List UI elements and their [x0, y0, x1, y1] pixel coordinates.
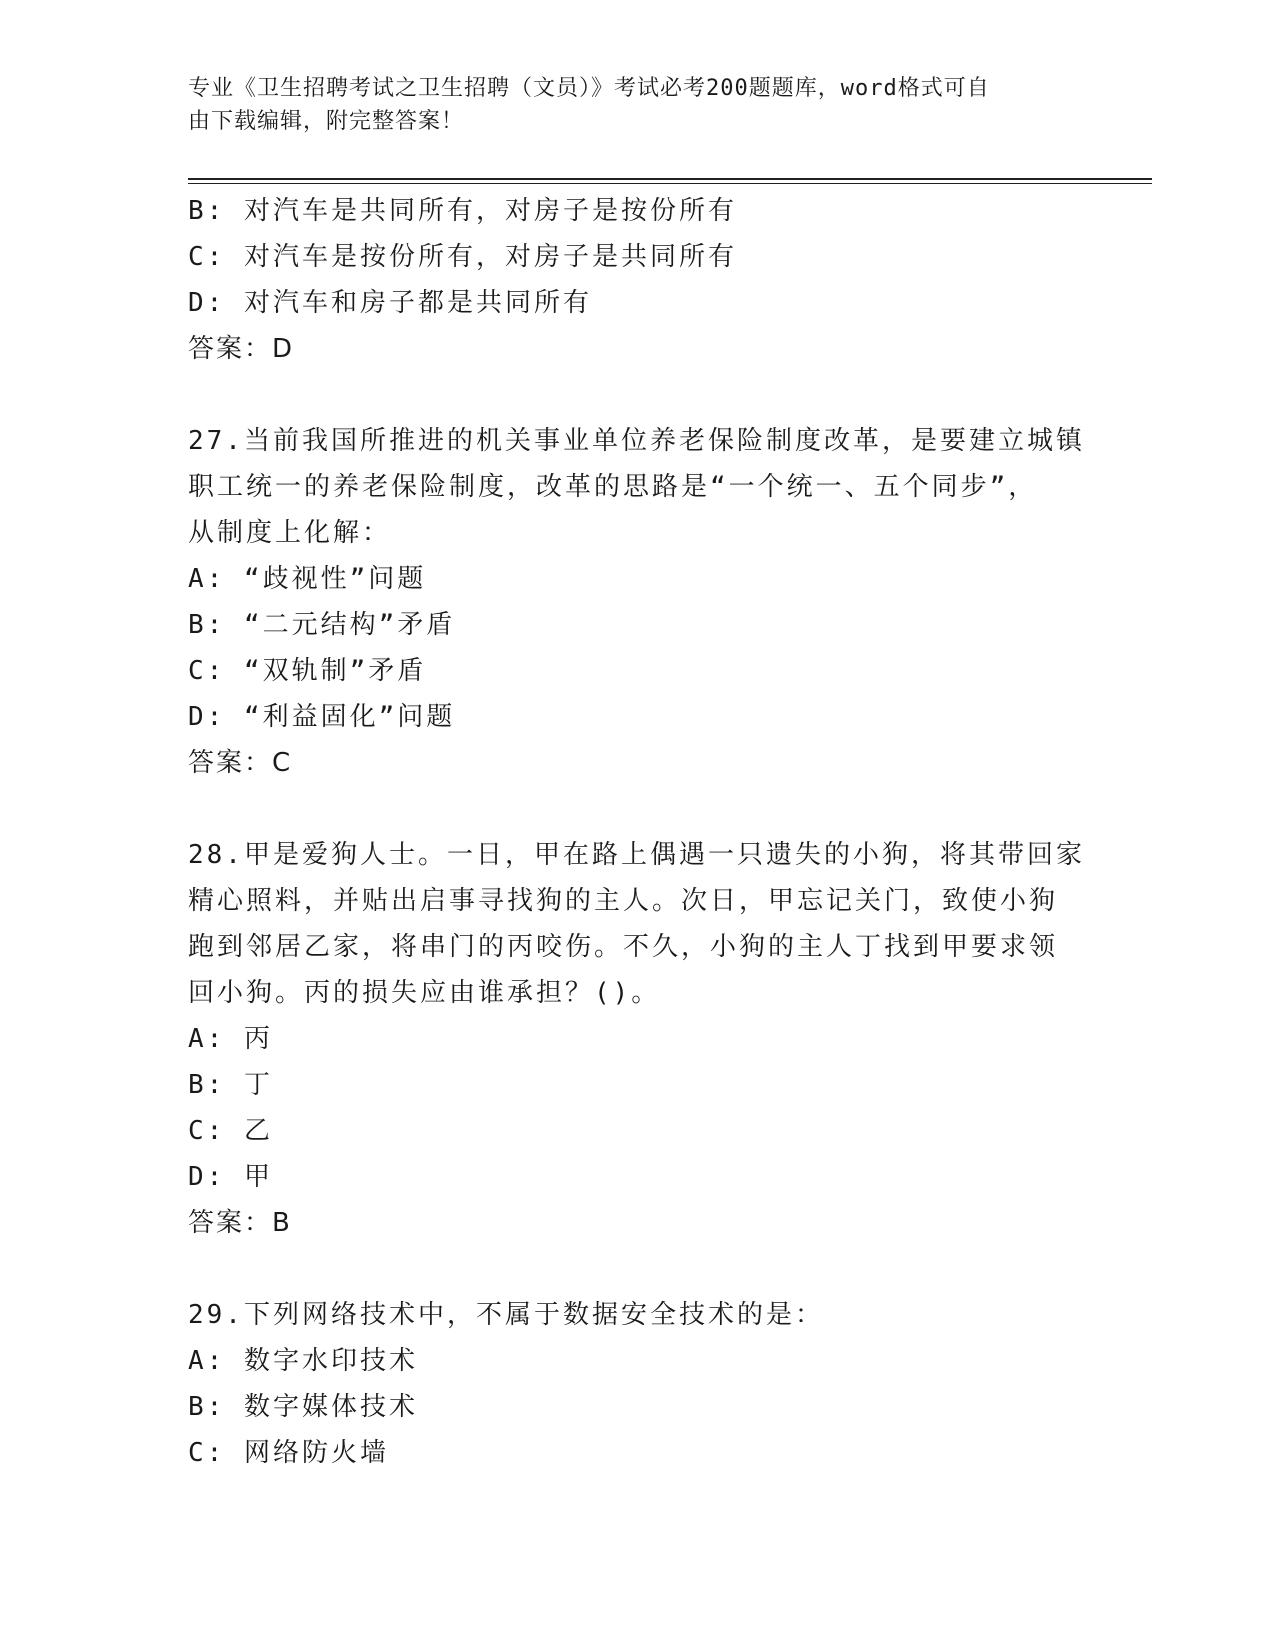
option-b: B: 对汽车是共同所有，对房子是按份所有: [188, 196, 737, 226]
option-c: C: “双轨制”矛盾: [188, 656, 427, 686]
option-b: B: 丁: [188, 1070, 273, 1100]
question-28: [188, 832, 1088, 1246]
answer-line: 答案：D: [188, 334, 295, 364]
question-stem-line: 27.当前我国所推进的机关事业单位养老保险制度改革，是要建立城镇: [188, 426, 1085, 456]
header-divider-thick: [188, 178, 1152, 180]
question-stem-line: 跑到邻居乙家，将串门的丙咬伤。不久，小狗的主人丁找到甲要求领: [188, 932, 1059, 962]
question-stem-line: 职工统一的养老保险制度，改革的思路是“一个统一、五个同步”，: [188, 472, 1038, 502]
option-b: B: 数字媒体技术: [188, 1392, 418, 1422]
question-stem-line: 精心照料，并贴出启事寻找狗的主人。次日，甲忘记关门，致使小狗: [188, 886, 1059, 916]
option-c: C: 乙: [188, 1116, 273, 1146]
option-a: A: “歧视性”问题: [188, 564, 427, 594]
spacer: [188, 1246, 1088, 1292]
option-c: C: 对汽车是按份所有，对房子是共同所有: [188, 242, 737, 272]
answer-line: 答案：B: [188, 1208, 292, 1238]
spacer: [188, 372, 1088, 418]
option-d: D: 甲: [188, 1162, 273, 1192]
header-divider-thin: [188, 183, 1152, 184]
option-c: C: 网络防火墙: [188, 1438, 389, 1468]
option-b: B: “二元结构”矛盾: [188, 610, 456, 640]
spacer: [188, 786, 1088, 832]
question-29: [188, 1292, 1088, 1476]
question-stem-line: 28.甲是爱狗人士。一日，甲在路上偶遇一只遗失的小狗，将其带回家: [188, 840, 1085, 870]
question-stem-line: 回小狗。丙的损失应由谁承担？()。: [188, 978, 661, 1008]
answer-line: 答案：C: [188, 748, 293, 778]
question-content: [188, 188, 1088, 1476]
question-27: [188, 418, 1088, 786]
question-stem-line: 29.下列网络技术中，不属于数据安全技术的是：: [188, 1300, 824, 1330]
option-a: A: 丙: [188, 1024, 273, 1054]
prev-question: [188, 188, 1088, 372]
header-line-2: 由下载编辑，附完整答案！: [188, 109, 465, 134]
option-d: D: 对汽车和房子都是共同所有: [188, 288, 592, 318]
option-a: A: 数字水印技术: [188, 1346, 418, 1376]
option-d: D: “利益固化”问题: [188, 702, 456, 732]
page-header: [188, 72, 1068, 138]
question-stem-line: 从制度上化解：: [188, 518, 392, 548]
header-line-1: 专业《卫生招聘考试之卫生招聘（文员）》考试必考200题题库，word格式可自: [188, 76, 990, 101]
